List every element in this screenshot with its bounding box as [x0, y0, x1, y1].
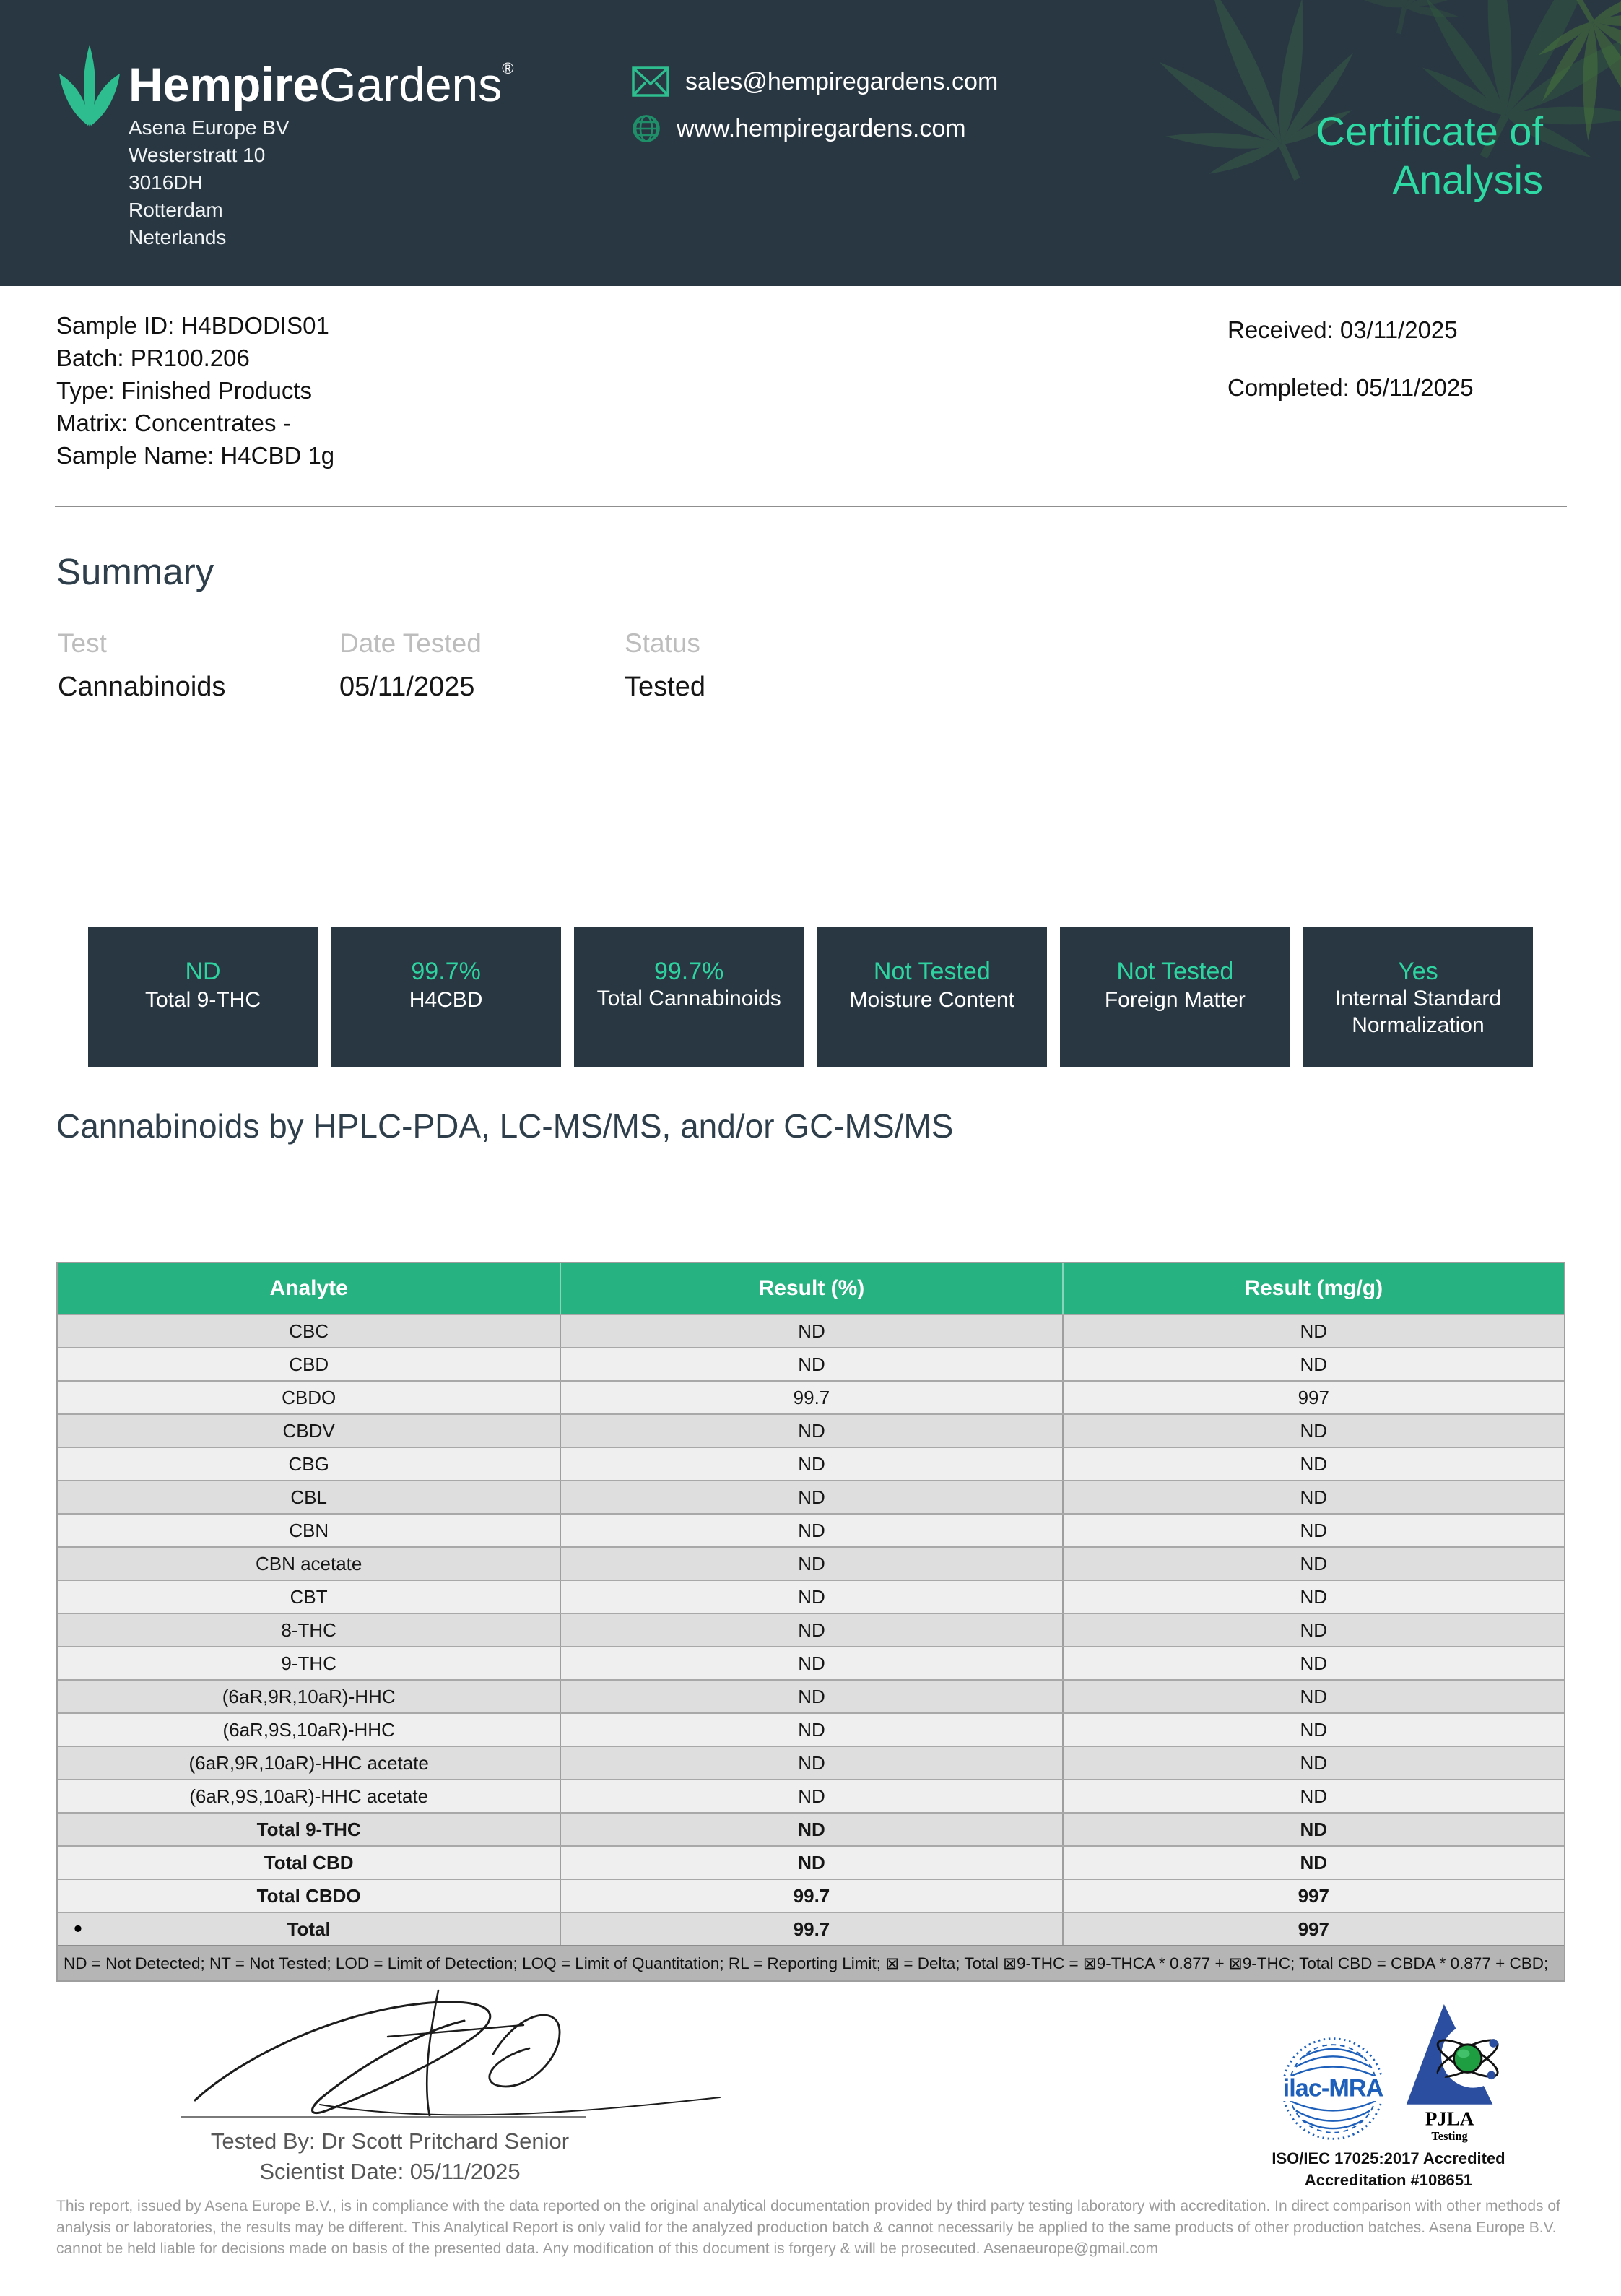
leaf-logo-icon — [56, 42, 123, 129]
analyte-cell: CBDV — [282, 1419, 335, 1442]
result-mg-cell: 997 — [1062, 1880, 1564, 1912]
analyte-cell: (6aR,9R,10aR)-HHC acetate — [188, 1751, 429, 1774]
stat-box-h4cbd: 99.7% H4CBD — [331, 927, 561, 1067]
results-table — [56, 1262, 1565, 1982]
registered-mark: ® — [502, 59, 514, 77]
table-body — [58, 1314, 1564, 1945]
result-pct-cell: ND — [560, 1647, 1061, 1679]
analyte-cell: Total — [287, 1918, 331, 1940]
address-line: Neterlands — [129, 226, 227, 248]
table-row — [58, 1413, 1564, 1447]
analyte-cell: CBD — [289, 1353, 329, 1375]
analyte-cell: CBN acetate — [255, 1552, 362, 1574]
result-mg-cell: 997 — [1062, 1382, 1564, 1413]
result-pct-cell: ND — [560, 1548, 1061, 1580]
column-header-result-mg: Result (mg/g) — [1062, 1263, 1564, 1314]
summary-date-label: Date Tested — [339, 628, 482, 658]
table-row — [58, 1646, 1564, 1679]
analyte-cell: Total CBD — [264, 1851, 354, 1873]
result-mg-cell: ND — [1062, 1515, 1564, 1546]
envelope-icon — [632, 66, 669, 97]
accreditation-block — [1269, 1999, 1508, 2191]
table-row — [58, 1746, 1564, 1779]
result-pct-cell: 99.7 — [560, 1913, 1061, 1945]
sample-batch: Batch: PR100.206 — [56, 345, 250, 371]
contact-block — [632, 66, 998, 160]
result-mg-cell: ND — [1062, 1814, 1564, 1845]
sample-info — [56, 309, 334, 472]
table-row — [58, 1879, 1564, 1912]
svg-text:PJLA: PJLA — [1425, 2107, 1474, 2130]
email-link[interactable]: sales@hempiregardens.com — [685, 67, 999, 95]
result-mg-cell: ND — [1062, 1647, 1564, 1679]
table-row — [58, 1314, 1564, 1347]
result-pct-cell: 99.7 — [560, 1382, 1061, 1413]
table-row — [58, 1380, 1564, 1413]
result-mg-cell: ND — [1062, 1847, 1564, 1879]
result-pct-cell: ND — [560, 1315, 1061, 1347]
summary-status-value: Tested — [625, 672, 705, 702]
header-banner — [0, 0, 1621, 286]
stat-box-total-9-thc: ND Total 9-THC — [88, 927, 318, 1067]
address-line: Westerstratt 10 — [129, 144, 266, 166]
result-pct-cell: ND — [560, 1747, 1061, 1779]
total-row-bullet: • — [74, 1915, 82, 1943]
ilac-mra-logo — [1278, 2034, 1388, 2144]
address-line: 3016DH — [129, 171, 203, 194]
document-title: Certificate of Analysis — [1316, 108, 1543, 202]
result-mg-cell: ND — [1062, 1415, 1564, 1447]
divider-line — [55, 506, 1567, 507]
signature-image — [184, 1985, 726, 2118]
stat-box-foreign-matter: Not Tested Foreign Matter — [1060, 927, 1290, 1067]
table-footnote: ND = Not Detected; NT = Not Tested; LOD = Limit of Detection; LOQ = Limit of Quantitation; RL = Reporting Limit; ⊠ = Delta; Total ⊠9-THC = ⊠9-THCA * 0.877 + ⊠9-THC; Total CBD = CBDA * 0.877 + CBD; — [58, 1945, 1564, 1980]
result-mg-cell: ND — [1062, 1448, 1564, 1480]
analyte-cell: CBDO — [282, 1386, 336, 1408]
table-row — [58, 1613, 1564, 1646]
table-row — [58, 1912, 1564, 1945]
analyte-cell: CBT — [290, 1585, 328, 1608]
analyte-cell: (6aR,9S,10aR)-HHC — [222, 1718, 395, 1741]
analyte-cell: (6aR,9S,10aR)-HHC acetate — [189, 1785, 429, 1807]
result-pct-cell: ND — [560, 1415, 1061, 1447]
result-pct-cell: ND — [560, 1448, 1061, 1480]
address-line: Rotterdam — [129, 199, 223, 221]
stat-box-moisture-content: Not Tested Moisture Content — [817, 927, 1047, 1067]
table-row — [58, 1779, 1564, 1812]
address-line: Asena Europe BV — [129, 116, 290, 139]
table-row — [58, 1447, 1564, 1480]
summary-heading: Summary — [56, 551, 214, 592]
result-mg-cell: ND — [1062, 1481, 1564, 1513]
result-mg-cell: 997 — [1062, 1913, 1564, 1945]
analyte-cell: CBC — [289, 1320, 329, 1342]
result-pct-cell: ND — [560, 1515, 1061, 1546]
analyte-cell: CBN — [289, 1519, 329, 1541]
result-pct-cell: ND — [560, 1714, 1061, 1746]
svg-text:Testing: Testing — [1430, 2128, 1468, 2143]
summary-status-label: Status — [625, 628, 700, 658]
pjla-logo — [1402, 1999, 1500, 2144]
analyte-cell: 9-THC — [281, 1652, 336, 1674]
result-mg-cell: ND — [1062, 1581, 1564, 1613]
disclaimer-text: This report, issued by Asena Europe B.V., is in compliance with the data reported on the original analytical documentation provided by third party testing laboratory with accreditation. In direct comparison with other methods of analysis or laboratories, the results may be different. This Analytical Report is only valid for the analyzed production batch & cannot necessarily be applied to the same products of other production batches. Asena Europe B.V. cannot be held liable for decisions made on basis of the presented data. Any modification of this document is forgery & will be prosecuted. Asenaeurope@gmail.com — [56, 2198, 1560, 2257]
result-mg-cell: ND — [1062, 1681, 1564, 1712]
result-mg-cell: ND — [1062, 1548, 1564, 1580]
cannabinoids-section-heading: Cannabinoids by HPLC-PDA, LC-MS/MS, and/or GC-MS/MS — [56, 1107, 954, 1145]
summary-date-value: 05/11/2025 — [339, 672, 475, 702]
table-row — [58, 1845, 1564, 1879]
table-row — [58, 1347, 1564, 1380]
sample-matrix: Matrix: Concentrates - — [56, 410, 291, 436]
analyte-cell: Total CBDO — [256, 1884, 361, 1907]
result-mg-cell: ND — [1062, 1714, 1564, 1746]
column-header-result-pct: Result (%) — [560, 1263, 1061, 1314]
iso-accreditation-text: ISO/IEC 17025:2017 Accredited Accreditation #108651 — [1272, 2149, 1505, 2189]
table-row — [58, 1546, 1564, 1580]
table-header-row — [58, 1263, 1564, 1314]
analyte-cell: Total 9-THC — [256, 1818, 361, 1840]
brand-name: HempireGardens® — [129, 58, 514, 111]
result-pct-cell: ND — [560, 1780, 1061, 1812]
result-pct-cell: 99.7 — [560, 1880, 1061, 1912]
company-address — [129, 114, 290, 251]
stat-box-total-cannabinoids: 99.7% Total Cannabinoids — [574, 927, 804, 1067]
report-dates — [1227, 316, 1474, 432]
sample-id: Sample ID: H4BDODIS01 — [56, 312, 329, 339]
analyte-cell: (6aR,9R,10aR)-HHC — [222, 1685, 396, 1707]
svg-text:ilac-MRA: ilac-MRA — [1282, 2074, 1383, 2102]
sample-type: Type: Finished Products — [56, 377, 313, 404]
result-pct-cell: ND — [560, 1481, 1061, 1513]
result-pct-cell: ND — [560, 1614, 1061, 1646]
analyte-cell: CBL — [290, 1486, 327, 1508]
tested-by: Tested By: Dr Scott Pritchard Senior Scientist Date: 05/11/2025 — [210, 2128, 570, 2184]
table-row — [58, 1812, 1564, 1845]
table-row — [58, 1480, 1564, 1513]
summary-test-label: Test — [58, 628, 107, 658]
table-row — [58, 1679, 1564, 1712]
globe-icon — [632, 114, 661, 143]
result-pct-cell: ND — [560, 1348, 1061, 1380]
result-mg-cell: ND — [1062, 1780, 1564, 1812]
result-mg-cell: ND — [1062, 1747, 1564, 1779]
table-row — [58, 1580, 1564, 1613]
result-mg-cell: ND — [1062, 1315, 1564, 1347]
received-date: Received: 03/11/2025 — [1227, 316, 1458, 343]
summary-grid — [58, 628, 856, 703]
result-pct-cell: ND — [560, 1681, 1061, 1712]
sample-name: Sample Name: H4CBD 1g — [56, 442, 335, 469]
table-row — [58, 1712, 1564, 1746]
summary-test-value: Cannabinoids — [58, 672, 226, 702]
table-row — [58, 1513, 1564, 1546]
result-highlight-boxes — [88, 927, 1533, 1067]
website-link[interactable]: www.hempiregardens.com — [677, 114, 966, 142]
signature-line — [181, 2116, 586, 2118]
result-mg-cell: ND — [1062, 1614, 1564, 1646]
completed-date: Completed: 05/11/2025 — [1227, 374, 1474, 401]
analyte-cell: CBG — [288, 1452, 329, 1475]
result-pct-cell: ND — [560, 1847, 1061, 1879]
column-header-analyte: Analyte — [269, 1276, 348, 1300]
result-pct-cell: ND — [560, 1814, 1061, 1845]
result-pct-cell: ND — [560, 1581, 1061, 1613]
result-mg-cell: ND — [1062, 1348, 1564, 1380]
stat-box-internal-standard: Yes Internal Standard Normalization — [1303, 927, 1533, 1067]
analyte-cell: 8-THC — [281, 1619, 336, 1641]
